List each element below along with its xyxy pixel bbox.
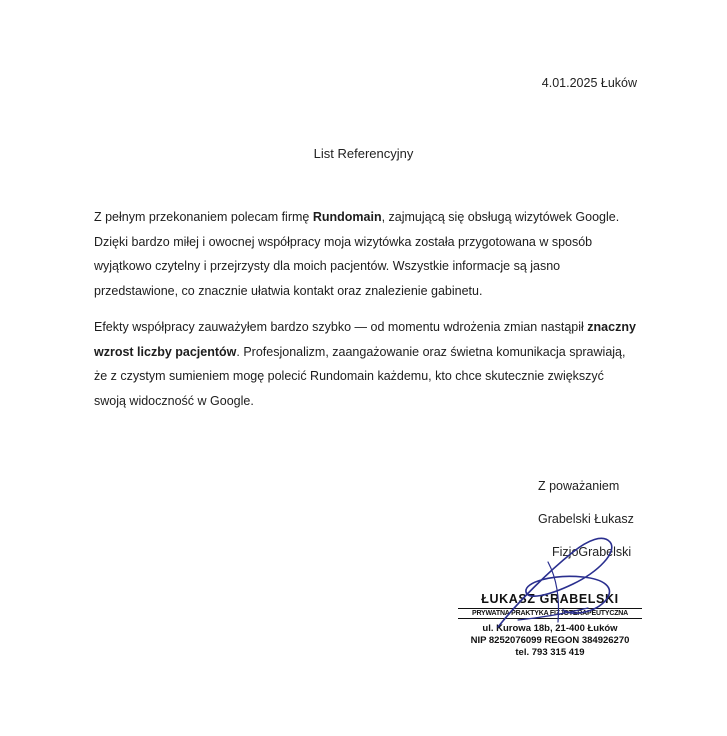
letter-title: List Referencyjny <box>313 146 414 161</box>
paragraph-2-text-c: . Profesjonalizm, zaangażowanie oraz świetna komunikacja sprawiają, że z czystym sumieniem mogę polecić Rundomain każdemu, kto chce skutecznie zwiększyć swoją widoczność w Google. <box>94 344 626 408</box>
closing-company: FizjoGrabelski <box>552 545 632 559</box>
paragraph-2 <box>94 315 639 413</box>
stamp-phone: tel. 793 315 419 <box>515 647 585 658</box>
paragraph-2-bold: znaczny wzrost liczby pacjentów <box>94 320 636 359</box>
stamp-subtitle: PRYWATNA PRAKTYKA FIZJOTERAPEUTYCZNA <box>458 608 642 619</box>
stamp-address: ul. Kurowa 18b, 21-400 Łuków <box>482 623 618 634</box>
closing-block <box>538 470 658 569</box>
company-stamp <box>458 592 642 659</box>
paragraph-1 <box>94 205 639 303</box>
closing-name: Grabelski Łukasz <box>538 512 634 526</box>
paragraph-1-bold: Rundomain <box>312 210 382 224</box>
paragraph-1-text-a: Z pełnym przekonaniem polecam firmę <box>94 210 313 224</box>
stamp-ids: NIP 8252076099 REGON 384926270 <box>470 635 630 646</box>
closing-greeting: Z poważaniem <box>538 479 620 493</box>
date-place: 4.01.2025 Łuków <box>541 76 637 90</box>
paragraph-2-text-a: Efekty współpracy zauważyłem bardzo szybko — od momentu wdrożenia zmian nastąpił <box>94 320 588 334</box>
letter-body <box>94 205 639 425</box>
stamp-name: ŁUKASZ GRABELSKI <box>481 592 619 606</box>
paragraph-1-text-c: , zajmującą się obsługą wizytówek Google. Dzięki bardzo miłej i owocnej współpracy moja wizytówka została przygotowana w sposób wyjątkowo czytelny i przejrzysty dla moich pacjentów. Wszystkie informacje są jasno przedstawione, co znacznie ułatwia kontakt oraz znalezienie gabinetu. <box>94 210 620 298</box>
